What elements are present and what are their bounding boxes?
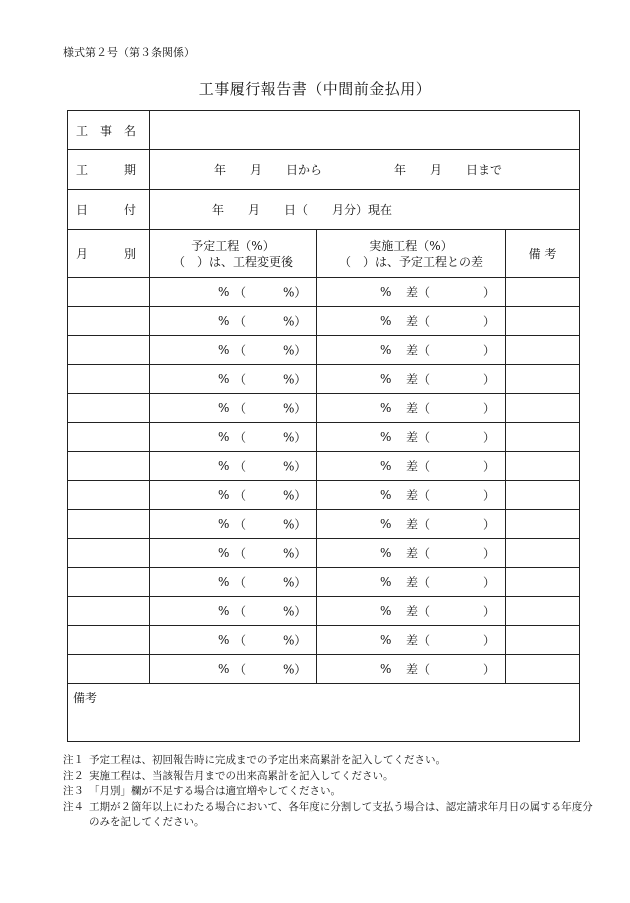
diff-open: 差（ (406, 633, 431, 648)
actual-progress-cell[interactable] (317, 452, 506, 481)
construction-name-label: 工 事 名 (68, 111, 150, 150)
open-paren: （ (234, 430, 247, 445)
remarks-cell[interactable] (506, 278, 580, 307)
note-item (63, 800, 603, 831)
close-paren: ） (483, 575, 496, 590)
remarks-label: 備考 (73, 691, 98, 705)
percent-close: %） (283, 372, 307, 387)
close-paren: ） (483, 517, 496, 532)
close-paren: ） (483, 314, 496, 329)
percent-sign: % (218, 662, 230, 676)
percent-close: %） (283, 285, 307, 300)
close-paren: ） (483, 343, 496, 358)
diff-open: 差（ (406, 343, 431, 358)
diff-open: 差（ (406, 546, 431, 561)
table-row (68, 481, 580, 510)
percent-sign: % (380, 285, 392, 299)
percent-sign: % (218, 546, 230, 560)
percent-sign: % (380, 546, 392, 560)
close-paren: ） (483, 285, 496, 300)
percent-close: %） (283, 662, 307, 677)
percent-sign: % (218, 459, 230, 473)
percent-sign: % (218, 343, 230, 357)
month-cell[interactable] (68, 452, 150, 481)
month-label: 月 別 (68, 230, 150, 278)
note-text: 「月別」欄が不足する場合は適宜増やしてください。 (89, 785, 341, 797)
month-cell[interactable] (68, 626, 150, 655)
remarks-cell[interactable] (506, 568, 580, 597)
close-paren: ） (483, 401, 496, 416)
remarks-cell[interactable] (506, 307, 580, 336)
percent-close: %） (283, 314, 307, 329)
remarks-cell[interactable] (506, 655, 580, 684)
actual-progress-cell[interactable] (317, 597, 506, 626)
remarks-cell[interactable] (506, 626, 580, 655)
percent-sign: % (380, 488, 392, 502)
table-row (68, 365, 580, 394)
note-number: 注１ (63, 754, 84, 766)
diff-open: 差（ (406, 372, 431, 387)
month-cell[interactable] (68, 510, 150, 539)
remarks-cell[interactable] (506, 510, 580, 539)
open-paren: （ (234, 517, 247, 532)
percent-sign: % (218, 430, 230, 444)
actual-progress-cell[interactable] (317, 568, 506, 597)
construction-name-field[interactable] (150, 111, 580, 150)
diff-open: 差（ (406, 285, 431, 300)
table-row (68, 655, 580, 684)
percent-close: %） (283, 343, 307, 358)
planned-progress-cell[interactable] (150, 365, 317, 394)
percent-close: %） (283, 517, 307, 532)
percent-sign: % (218, 633, 230, 647)
notes (63, 753, 603, 831)
actual-progress-cell[interactable] (317, 539, 506, 568)
actual-progress-cell[interactable] (317, 510, 506, 539)
diff-open: 差（ (406, 459, 431, 474)
month-cell[interactable] (68, 336, 150, 365)
percent-sign: % (218, 372, 230, 386)
month-cell[interactable] (68, 307, 150, 336)
actual-progress-cell[interactable] (317, 365, 506, 394)
table-row (68, 626, 580, 655)
remarks-cell[interactable] (506, 452, 580, 481)
close-paren: ） (483, 488, 496, 503)
actual-progress-cell[interactable] (317, 336, 506, 365)
note-text: 工期が２箇年以上にわたる場合において、各年度に分割して支払う場合は、認定請求年月日の属する年度分のみを記してください。 (89, 800, 593, 828)
row-period (68, 150, 580, 190)
open-paren: （ (234, 285, 247, 300)
percent-sign: % (218, 517, 230, 531)
close-paren: ） (483, 430, 496, 445)
percent-close: %） (283, 575, 307, 590)
percent-sign: % (380, 517, 392, 531)
month-cell[interactable] (68, 568, 150, 597)
table-row (68, 452, 580, 481)
percent-sign: % (380, 401, 392, 415)
percent-sign: % (380, 575, 392, 589)
table-row (68, 597, 580, 626)
diff-open: 差（ (406, 575, 431, 590)
planned-header-line1: 予定工程（%） (191, 238, 275, 253)
percent-sign: % (218, 401, 230, 415)
remarks-cell[interactable] (506, 394, 580, 423)
actual-header-line1: 実施工程（%） (369, 238, 453, 253)
diff-open: 差（ (406, 488, 431, 503)
document-title: 工事履行報告書（中間前金払用） (198, 80, 432, 98)
actual-header-line2: （ ）は、予定工程との差 (338, 254, 483, 269)
percent-sign: % (380, 604, 392, 618)
planned-progress-cell[interactable] (150, 655, 317, 684)
month-cell[interactable] (68, 365, 150, 394)
row-remarks (68, 684, 580, 742)
actual-progress-cell[interactable] (317, 655, 506, 684)
table-row (68, 568, 580, 597)
note-item (63, 784, 603, 800)
open-paren: （ (234, 662, 247, 677)
note-item (63, 769, 603, 785)
diff-open: 差（ (406, 662, 431, 677)
monthly-rows (68, 278, 580, 684)
planned-progress-cell[interactable] (150, 539, 317, 568)
close-paren: ） (483, 662, 496, 677)
open-paren: （ (234, 343, 247, 358)
date-label: 日 付 (68, 190, 150, 230)
note-item (63, 753, 603, 769)
planned-progress-cell[interactable] (150, 423, 317, 452)
diff-open: 差（ (406, 430, 431, 445)
percent-sign: % (218, 285, 230, 299)
month-cell[interactable] (68, 394, 150, 423)
table-row (68, 539, 580, 568)
note-number: 注３ (63, 785, 84, 797)
month-cell[interactable] (68, 655, 150, 684)
actual-progress-cell[interactable] (317, 423, 506, 452)
close-paren: ） (483, 546, 496, 561)
planned-progress-cell[interactable] (150, 452, 317, 481)
close-paren: ） (483, 604, 496, 619)
diff-open: 差（ (406, 517, 431, 532)
period-label: 工 期 (68, 150, 150, 190)
actual-progress-cell[interactable] (317, 278, 506, 307)
planned-progress-cell[interactable] (150, 568, 317, 597)
percent-close: %） (283, 488, 307, 503)
percent-sign: % (380, 633, 392, 647)
planned-progress-cell[interactable] (150, 510, 317, 539)
planned-progress-cell[interactable] (150, 394, 317, 423)
percent-sign: % (380, 662, 392, 676)
open-paren: （ (234, 372, 247, 387)
percent-close: %） (283, 430, 307, 445)
open-paren: （ (234, 314, 247, 329)
remarks-field[interactable] (68, 684, 580, 742)
row-date (68, 190, 580, 230)
close-paren: ） (483, 459, 496, 474)
percent-close: %） (283, 459, 307, 474)
open-paren: （ (234, 604, 247, 619)
percent-sign: % (218, 604, 230, 618)
percent-sign: % (380, 372, 392, 386)
percent-sign: % (218, 314, 230, 328)
table-row (68, 307, 580, 336)
remarks-cell[interactable] (506, 336, 580, 365)
actual-progress-cell[interactable] (317, 307, 506, 336)
remarks-cell[interactable] (506, 597, 580, 626)
table-row (68, 510, 580, 539)
period-field[interactable]: 年 月 日から 年 月 日まで (150, 150, 580, 190)
date-field[interactable]: 年 月 日（ 月分）現在 (150, 190, 580, 230)
open-paren: （ (234, 401, 247, 416)
table-row (68, 394, 580, 423)
table-row (68, 423, 580, 452)
percent-close: %） (283, 401, 307, 416)
percent-sign: % (380, 430, 392, 444)
note-text: 予定工程は、初回報告時に完成までの予定出来高累計を記入してください。 (89, 754, 446, 766)
close-paren: ） (483, 372, 496, 387)
planned-progress-cell[interactable] (150, 307, 317, 336)
report-table (67, 110, 580, 742)
actual-progress-header (317, 230, 506, 278)
table-row (68, 336, 580, 365)
note-text: 実施工程は、当該報告月までの出来高累計を記入してください。 (89, 769, 394, 782)
diff-open: 差（ (406, 314, 431, 329)
open-paren: （ (234, 546, 247, 561)
diff-open: 差（ (406, 401, 431, 416)
open-paren: （ (234, 633, 247, 648)
planned-header-line2: （ ）は、工程変更後 (172, 254, 293, 269)
close-paren: ） (483, 633, 496, 648)
remarks-cell[interactable] (506, 481, 580, 510)
planned-progress-cell[interactable] (150, 336, 317, 365)
percent-sign: % (380, 314, 392, 328)
planned-progress-header (150, 230, 317, 278)
percent-sign: % (380, 343, 392, 357)
table-row (68, 278, 580, 307)
open-paren: （ (234, 575, 247, 590)
month-cell[interactable] (68, 539, 150, 568)
diff-open: 差（ (406, 604, 431, 619)
planned-progress-cell[interactable] (150, 278, 317, 307)
open-paren: （ (234, 459, 247, 474)
percent-close: %） (283, 633, 307, 648)
note-number: 注２ (63, 769, 84, 782)
actual-progress-cell[interactable] (317, 481, 506, 510)
note-number: 注４ (63, 800, 84, 813)
remarks-cell[interactable] (506, 365, 580, 394)
month-cell[interactable] (68, 423, 150, 452)
remarks-cell[interactable] (506, 539, 580, 568)
actual-progress-cell[interactable] (317, 626, 506, 655)
month-cell[interactable] (68, 597, 150, 626)
remarks-header: 備 考 (506, 230, 580, 278)
percent-sign: % (380, 459, 392, 473)
percent-sign: % (218, 488, 230, 502)
row-construction-name (68, 111, 580, 150)
actual-progress-cell[interactable] (317, 394, 506, 423)
planned-progress-cell[interactable] (150, 597, 317, 626)
planned-progress-cell[interactable] (150, 481, 317, 510)
month-cell[interactable] (68, 278, 150, 307)
row-column-headers (68, 230, 580, 278)
planned-progress-cell[interactable] (150, 626, 317, 655)
percent-sign: % (218, 575, 230, 589)
month-cell[interactable] (68, 481, 150, 510)
remarks-cell[interactable] (506, 423, 580, 452)
open-paren: （ (234, 488, 247, 503)
form-number: 様式第２号（第３条関係） (63, 46, 195, 59)
percent-close: %） (283, 546, 307, 561)
percent-close: %） (283, 604, 307, 619)
